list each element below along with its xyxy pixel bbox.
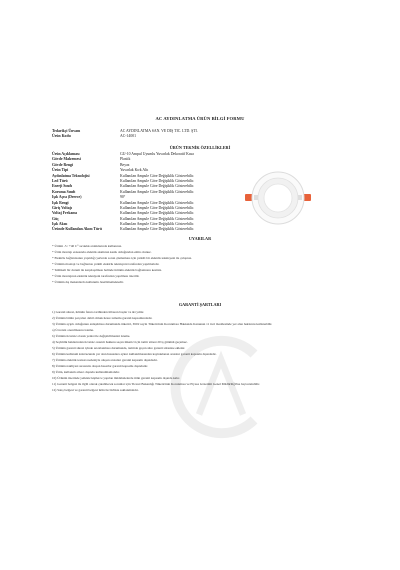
warranty-item: 5) Ürünün garanti süresi içinde arızalanması durumunda, tamirde geçen süre garanti süresine eklenir. bbox=[52, 345, 186, 350]
warranty-item: 10) Ürünün üzerinde yetkisiz kişilerce yapılan müdahalelerde ürün garanti kapsamı dışında kalır. bbox=[52, 375, 180, 380]
warranty-list bbox=[52, 310, 348, 394]
header-key: Tedarikçi Ünvanı bbox=[52, 129, 81, 133]
warranty-item: 7) Ürünün elektrik tesisatı nedeniyle oluşan arızaları garanti kapsamı dışındadır. bbox=[52, 357, 158, 362]
tech-key: Işık Açısı (Derece) bbox=[52, 195, 82, 200]
tech-key: Led Türü bbox=[52, 178, 68, 183]
header-info bbox=[52, 129, 352, 140]
warranty-item: 2) Ürünün bütün parçaları dahil olmak üzere tamamı garanti kapsamındadır. bbox=[52, 315, 153, 320]
tech-value: Kullanılan Ampule Göre Değişiklik Gösterebilir. bbox=[120, 200, 195, 205]
tech-key: Ürün Açıklaması bbox=[52, 152, 80, 156]
tech-key: Koruma Sınıfı bbox=[52, 189, 76, 194]
tech-value: Beyaz bbox=[120, 162, 130, 167]
warranty-item: b) Ürünün ücretsiz olarak yenisi ile değiştirilmesini isteme. bbox=[52, 333, 131, 338]
tech-key: Giriş Voltajı bbox=[52, 205, 72, 210]
tech-key: Işık Rengi bbox=[52, 200, 69, 205]
tech-value: 90° bbox=[120, 195, 126, 200]
header-value: AC-14001 bbox=[120, 134, 137, 139]
tech-key: Ürün Tipi bbox=[52, 168, 69, 173]
tech-value: Kullanılan Ampule Göre Değişiklik Gösterebilir. bbox=[120, 178, 195, 183]
warning-item: * Ürün montajı esnasında elektrik akımının kesik olduğundan emin olunuz. bbox=[52, 249, 152, 254]
warranty-item: 6) Ürünün kullanım kılavuzunda yer alan hususlara aykırı kullanılmasından kaynaklanan arızalar garanti kapsamı dışındadır. bbox=[52, 351, 217, 356]
tech-value: Kullanılan Ampule Göre Değişiklik Gösterebilir. bbox=[120, 216, 195, 221]
tech-value: Kullanılan Ampule Göre Değişiklik Gösterebilir. bbox=[120, 184, 195, 189]
tech-key: Üründe Kullanılan Akım Türü bbox=[52, 227, 102, 232]
tech-key: Işık Akısı bbox=[52, 222, 68, 227]
warning-item: * Ürün montajının elektrik tekniyeni tarafından yapılması önerilir. bbox=[52, 273, 140, 278]
warning-item: * Tehlikeli bir durum ile karşılaşılması halinde ürünün elektrik bağlantısını kesiniz. bbox=[52, 267, 162, 272]
warranty-item: 1) Garanti süresi, ürünün fatura tarihinden itibaren başlar ve iki yıldır. bbox=[52, 310, 145, 314]
header-key: Ürün Kodu bbox=[52, 134, 71, 139]
warranty-item: 4) Seçimlik haklarından ücretsiz onarım hakkını seçen tüketici için tamir süresi 20 iş gününü geçemez. bbox=[52, 339, 188, 344]
tech-value: Kullanılan Ampule Göre Değişiklik Gösterebilir. bbox=[120, 222, 195, 227]
warranty-item: 3) Ürünün ayıplı olduğunun anlaşılması durumunda tüketici, 6502 sayılı Tüketicinin Korunması Hakkında Kanunun 11 inci maddesinde yer alan haklarını kullanabilir. bbox=[52, 321, 273, 326]
form-title: AC AYDINLATMA ÜRÜN BİLGİ FORMU bbox=[155, 116, 245, 121]
tech-key: Voltaj Frekansı bbox=[52, 211, 77, 216]
tech-value: Kullanılan Ampule Göre Değişiklik Gösterebilir. bbox=[120, 173, 195, 178]
tech-value: GU-10 Ampul Uyumlu Yuvarlak Dekoratif Kasa bbox=[120, 152, 194, 156]
warranty-item: 8) Ürünün nakliyesi sırasında oluşan hasarlar garanti kapsamı dışındadır. bbox=[52, 363, 149, 368]
warning-item: * Elektrik bağlantısının yapıldığı yerlerde sorun çıkmaması için yetkili bir elektrik teknisyeni ile çalışınız. bbox=[52, 255, 192, 260]
tech-value: Yuvarlak Kırk Altı bbox=[120, 168, 149, 173]
warnings-title: UYARILAR bbox=[188, 236, 212, 241]
warranty-item: 11) Garanti belgesi ile ilgili olarak çıkabilecek sorunlar için Ticaret Bakanlığı Tüketicinin Korunması ve Piyasa Gözetimi Genel Müdürlüğü'ne başvurulabilir. bbox=[52, 381, 260, 386]
warranty-title: GARANTİ ŞARTLARI bbox=[178, 302, 222, 307]
warranty-item: a) Ücretsiz onarılmasını isteme. bbox=[52, 327, 94, 332]
tech-value: Kullanılan Ampule Göre Değişiklik Gösterebilir. bbox=[120, 189, 195, 194]
tech-key: Gövde Malzemesi bbox=[52, 157, 81, 162]
tech-value: Plastik bbox=[120, 157, 131, 162]
tech-key: Güç bbox=[52, 216, 59, 221]
tech-key: Aydınlatma Teknolojisi bbox=[52, 173, 90, 178]
tech-value: Kullanılan Ampule Göre Değişiklik Gösterebilir. bbox=[120, 205, 195, 210]
tech-key: Gövde Rengi bbox=[52, 162, 73, 167]
header-row-code bbox=[52, 134, 352, 139]
tech-value: Kullanılan Ampule Göre Değişiklik Gösterebilir. bbox=[120, 227, 195, 232]
tech-key: Enerji Sınıfı bbox=[52, 184, 72, 189]
warnings-list bbox=[52, 244, 348, 286]
warranty-item: 12) Satış belgesi ve garanti belgesi ürün ile birlikte saklanmalıdır. bbox=[52, 387, 139, 392]
product-image bbox=[244, 164, 312, 232]
header-value: AC AYDINLATMA SAN. VE DIŞ TİC. LTD. ŞTİ. bbox=[120, 129, 198, 133]
tech-value: Kullanılan Ampule Göre Değişiklik Gösterebilir. bbox=[120, 211, 195, 216]
warranty-item: 9) Ürün, kullanım amacı dışında kullanılmamalıdır. bbox=[52, 369, 120, 374]
warning-item: * Ürünü -5 / +40 C° sıcaklık aralıklarında kullanınız. bbox=[52, 244, 122, 248]
warning-item: * Ürünün dış mekanlarda kullanımı önerilmemektedir. bbox=[52, 279, 124, 284]
tech-title: ÜRÜN TEKNİK ÖZELLİKLERİ bbox=[169, 145, 231, 150]
warning-item: * Ürünün montajı ve bağlantısı yetkili elektrik teknisyeni tarafından yapılmalıdır. bbox=[52, 261, 160, 266]
